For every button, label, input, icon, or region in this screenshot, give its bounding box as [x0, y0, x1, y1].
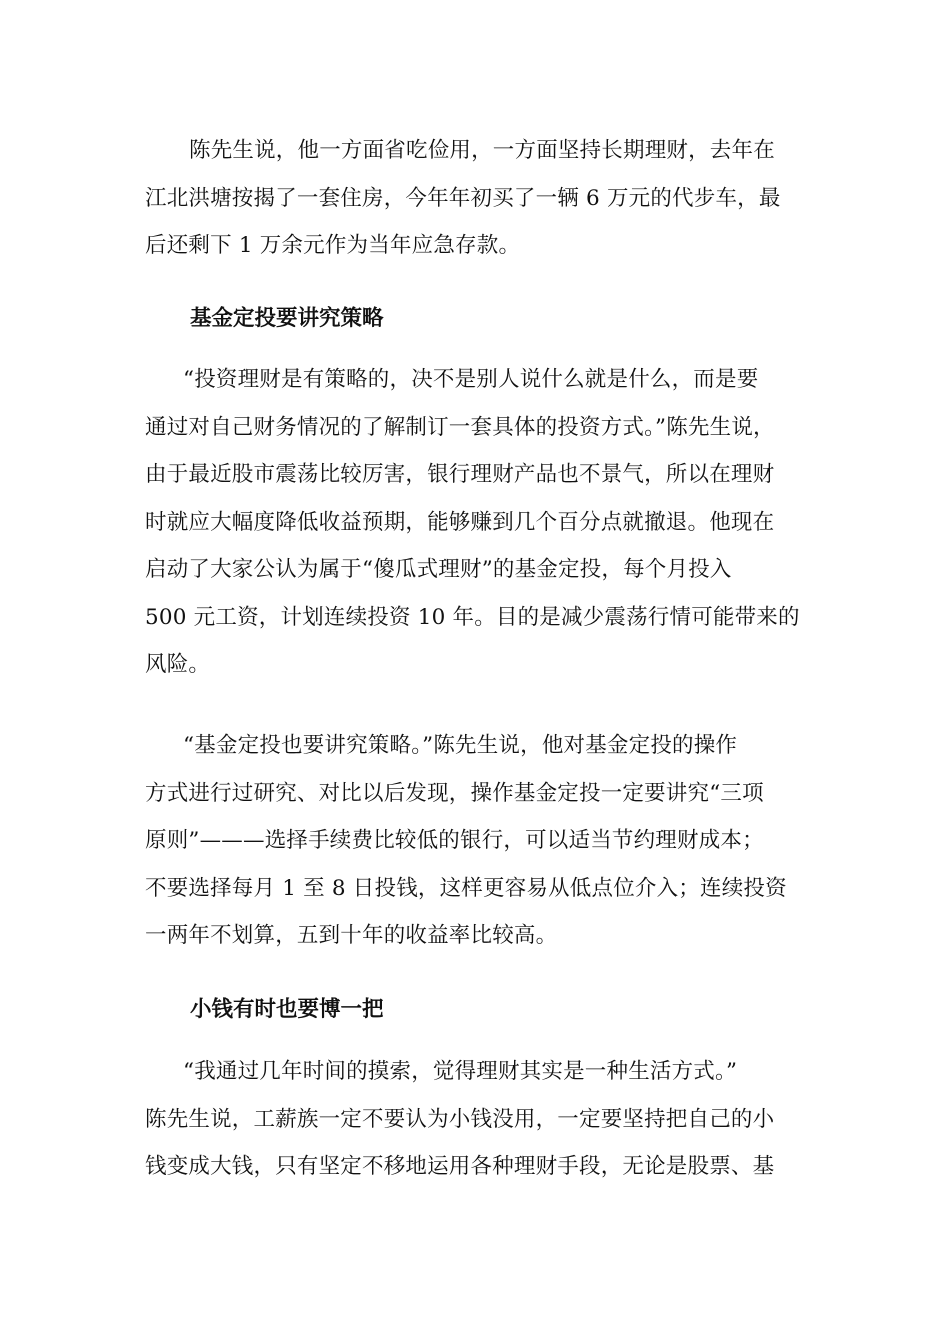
- paragraph-line: 时就应大幅度降低收益预期，能够赚到几个百分点就撤退。他现在: [145, 509, 775, 535]
- paragraph-line: 江北洪塘按揭了一套住房，今年年初买了一辆 6 万元的代步车，最: [145, 185, 781, 211]
- paragraph-line: 500 元工资，计划连续投资 10 年。目的是减少震荡行情可能带来的: [145, 604, 800, 630]
- section-heading-2: 小钱有时也要博一把: [190, 997, 384, 1022]
- paragraph-line: “投资理财是有策略的，决不是别人说什么就是什么，而是要: [183, 367, 759, 392]
- paragraph-4: [145, 1048, 805, 1191]
- paragraph-3: [145, 722, 805, 960]
- paragraph-line: “我通过几年时间的摸索，觉得理财其实是一种生活方式。”: [183, 1059, 738, 1084]
- section-heading-1: 基金定投要讲究策略: [190, 306, 384, 331]
- paragraph-line: 陈先生说，他一方面省吃俭用，一方面坚持长期理财，去年在: [189, 138, 775, 163]
- paragraph-line: 启动了大家公认为属于“傻瓜式理财”的基金定投，每个月投入: [145, 557, 732, 582]
- paragraph-line: 通过对自己财务情况的了解制订一套具体的投资方式。”陈先生说，: [145, 414, 775, 440]
- paragraph-line: 陈先生说，工薪族一定不要认为小钱没用，一定要坚持把自己的小: [145, 1106, 775, 1132]
- paragraph-line: 方式进行过研究、对比以后发现，操作基金定投一定要讲究“三项: [145, 780, 764, 806]
- paragraph-line: 一两年不划算，五到十年的收益率比较高。: [145, 923, 558, 948]
- paragraph-line: 由于最近股市震荡比较厉害，银行理财产品也不景气，所以在理财: [145, 462, 775, 487]
- paragraph-line: “基金定投也要讲究策略。”陈先生说，他对基金定投的操作: [183, 733, 738, 758]
- paragraph-line: 后还剩下 1 万余元作为当年应急存款。: [145, 233, 521, 258]
- paragraph-line: 不要选择每月 1 至 8 日投钱，这样更容易从低点位介入；连续投资: [145, 875, 787, 901]
- paragraph-1: [145, 127, 805, 270]
- paragraph-line: 风险。: [145, 652, 211, 677]
- paragraph-line: 原则”———选择手续费比较低的银行，可以适当节约理财成本；: [145, 828, 764, 853]
- paragraph-line: 钱变成大钱，只有坚定不移地运用各种理财手段，无论是股票、基: [145, 1154, 775, 1179]
- paragraph-2: [145, 356, 805, 689]
